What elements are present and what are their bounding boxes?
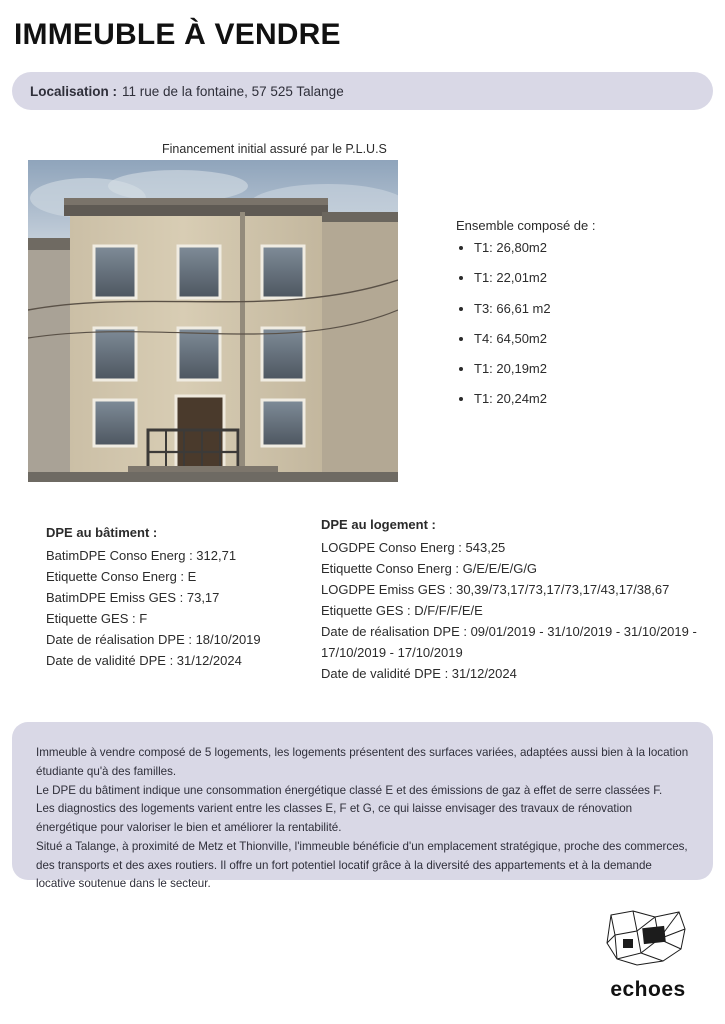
dpe-building-row: BatimDPE Emiss GES : 73,17 bbox=[46, 590, 220, 606]
dpe-dwelling-row: Etiquette Conso Energ : G/E/E/E/G/G bbox=[321, 561, 538, 577]
dpe-dwelling-block bbox=[321, 514, 701, 684]
page-title: IMMEUBLE À VENDRE bbox=[14, 18, 341, 51]
dpe-dwelling-row: LOGDPE Conso Energ : 543,25 bbox=[321, 540, 506, 556]
list-item: • T4: 64,50m2 bbox=[474, 332, 706, 346]
dpe-building-row: Date de réalisation DPE : 18/10/2019 bbox=[46, 632, 261, 648]
financing-caption: Financement initial assuré par le P.L.U.S bbox=[162, 142, 387, 156]
dpe-building-row: BatimDPE Conso Energ : 312,71 bbox=[46, 548, 237, 564]
dpe-dwelling-row: Date de validité DPE : 31/12/2024 bbox=[321, 666, 517, 682]
dpe-building-row: Etiquette GES : F bbox=[46, 611, 148, 627]
dpe-dwelling-row: Etiquette GES : D/F/F/F/E/E bbox=[321, 603, 483, 619]
units-composition bbox=[456, 218, 706, 423]
dpe-dwelling-row: LOGDPE Emiss GES : 30,39/73,17/73,17/73,17/43,17/38,67 bbox=[321, 582, 670, 598]
list-item: • T1: 26,80m2 bbox=[474, 241, 706, 255]
list-item: • T3: 66,61 m2 bbox=[474, 302, 706, 316]
units-composition-title: Ensemble composé de : bbox=[456, 218, 596, 233]
dpe-building-title: DPE au bâtiment : bbox=[46, 525, 158, 540]
summary-paragraph: Les diagnostics des logements varient entre les classes E, F et G, ce qui laisse envisager des travaux de rénovation énergétique pour valoriser le bien et améliorer la rentabilité. bbox=[36, 802, 633, 835]
building-photo-illustration bbox=[28, 160, 398, 482]
building-photo bbox=[28, 160, 398, 482]
dpe-building-row: Etiquette Conso Energ : E bbox=[46, 569, 197, 585]
list-item: • T1: 20,19m2 bbox=[474, 362, 706, 376]
brand-logo bbox=[593, 909, 703, 1002]
location-label: Localisation : bbox=[30, 83, 118, 99]
summary-paragraph: Le DPE du bâtiment indique une consommation énergétique classé E et des émissions de gaz à effet de serre classées F. bbox=[36, 783, 663, 797]
brand-wordmark: echoes bbox=[610, 978, 686, 1001]
location-value: 11 rue de la fontaine, 57 525 Talange bbox=[122, 83, 344, 99]
list-item: • T1: 20,24m2 bbox=[474, 392, 706, 406]
dpe-dwelling-title: DPE au logement : bbox=[321, 517, 436, 532]
summary-panel bbox=[12, 722, 713, 891]
echoes-map-icon bbox=[593, 909, 703, 971]
dpe-dwelling-row: Date de réalisation DPE : 09/01/2019 - 31/10/2019 - 31/10/2019 - 17/10/2019 - 17/10/2019 bbox=[321, 624, 697, 661]
location-bar bbox=[12, 72, 713, 110]
dpe-building-row: Date de validité DPE : 31/12/2024 bbox=[46, 653, 242, 669]
list-item: • T1: 22,01m2 bbox=[474, 271, 706, 285]
units-list bbox=[456, 241, 706, 407]
dpe-building-block bbox=[46, 522, 306, 671]
summary-paragraph: Situé a Talange, à proximité de Metz et Thionville, l'immeuble bénéficie d'un emplacement stratégique, proche des commerces, des transports et des axes routiers. Il offre un fort potentiel locatif grâce à la diversité des appartements et à la demande locative soutenue dans le secteur. bbox=[36, 839, 688, 891]
summary-paragraph: Immeuble à vendre composé de 5 logements, les logements présentent des surfaces variées, adaptées aussi bien à la location étudiante qu'à des familles. bbox=[36, 746, 689, 778]
